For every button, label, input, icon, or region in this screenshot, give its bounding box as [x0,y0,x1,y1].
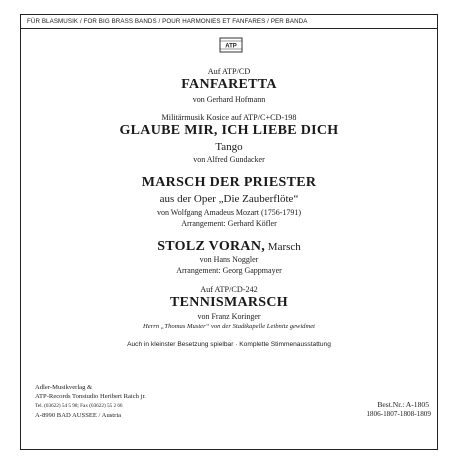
piece-5-composer: von Franz Koringer [197,312,261,321]
scoring-note: Auch in kleinster Besetzung spielbar · Komplette Stimmenausstattung [127,341,331,348]
piece-3-subtitle: aus der Oper „Die Zauberflöte“ [159,193,299,205]
piece-3-arranger: Arrangement: Gerhard Köfler [181,219,277,228]
piece-5-title: TENNISMARSCH [170,295,288,310]
piece-1-recording: Auf ATP/CD [207,67,251,76]
publisher-address: A-8990 BAD AUSSEE / Austria [35,412,122,419]
piece-1-composer: von Gerhard Hofmann [192,95,266,104]
publisher-phone: Tel. (03622) 54 5 98; Fax (03622) 55 2 66 [35,403,123,409]
publisher-line-1: Adler-Musikverlag & [35,384,93,391]
piece-1-title: FANFARETTA [181,77,277,92]
logo-text: ATP [225,43,237,50]
atp-logo-icon [219,37,243,53]
piece-4-heading [21,237,437,255]
piece-4-composer: von Hans Noggler [199,255,259,264]
piece-2-title: GLAUBE MIR, ICH LIEBE DICH [119,123,339,138]
related-codes: 1806-1807-1808-1809 [366,410,431,418]
piece-2-recording: Militärmusik Kosice auf ATP/C+CD-198 [161,113,297,122]
piece-4-arranger: Arrangement: Georg Gappmayer [176,266,282,275]
piece-4-title: STOLZ VORAN, [157,239,266,254]
piece-2-subtitle: Tango [215,141,243,153]
piece-2-composer: von Alfred Gundacker [193,155,265,164]
publisher-line-2: ATP-Records Tonstudio Heribert Raich jr. [35,393,146,400]
piece-5-recording: Auf ATP/CD-242 [200,285,258,294]
banner: FÜR BLASMUSIK / FOR BIG BRASS BANDS / POUR HARMONIES ET FANFARES / PER BANDA [21,15,437,29]
sheet-cover [20,14,438,450]
piece-3-composer: von Wolfgang Amadeus Mozart (1756-1791) [156,208,302,217]
piece-5-dedication: Herrn „Thomas Muster“ von der Stadtkapelle Leibnitz gewidmet [143,323,315,330]
piece-3-title: MARSCH DER PRIESTER [141,175,317,190]
piece-4-genre: Marsch [265,241,301,253]
order-number: Best.Nr.: A-1805 [377,400,429,409]
